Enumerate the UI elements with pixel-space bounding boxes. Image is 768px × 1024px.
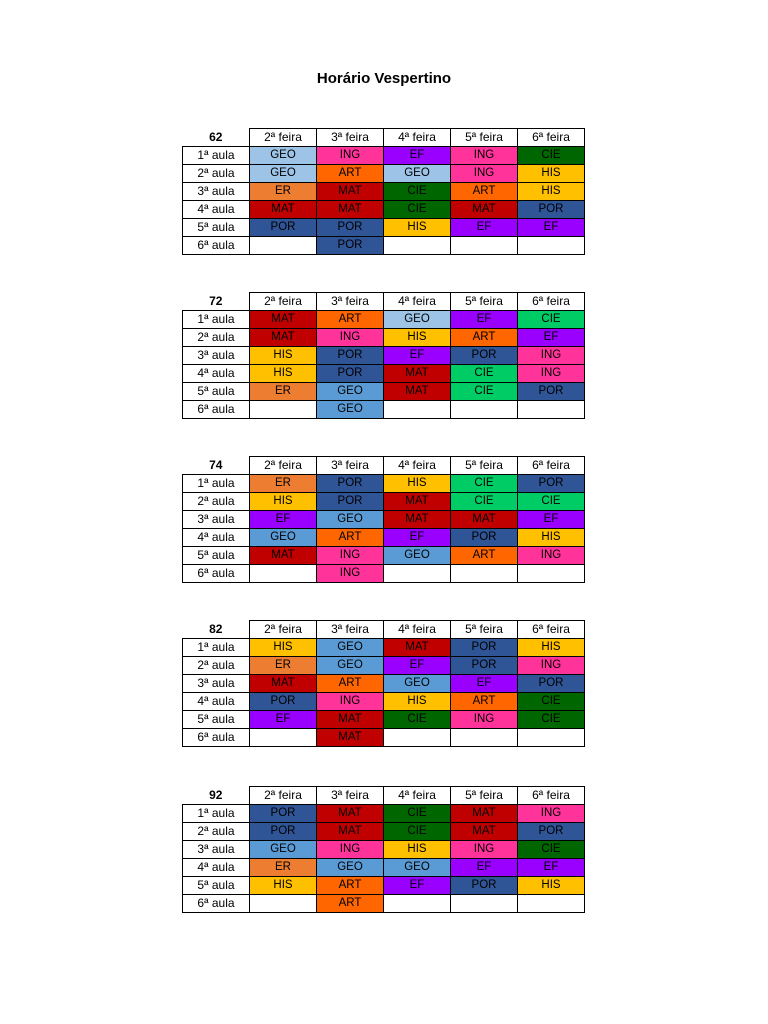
period-label: 4ª aula	[183, 201, 250, 219]
table-row	[183, 511, 585, 529]
period-label: 1ª aula	[183, 805, 250, 823]
subject-cell: ING	[317, 565, 384, 583]
page-title: Horário Vespertino	[316, 70, 452, 87]
subject-cell: ART	[317, 311, 384, 329]
day-header: 3ª feira	[317, 293, 384, 311]
subject-cell: POR	[451, 347, 518, 365]
day-header: 2ª feira	[250, 129, 317, 147]
subject-cell: CIE	[451, 475, 518, 493]
day-header: 4ª feira	[384, 621, 451, 639]
subject-cell: POR	[451, 529, 518, 547]
empty-cell	[384, 729, 451, 747]
day-header: 4ª feira	[384, 293, 451, 311]
day-header: 3ª feira	[317, 129, 384, 147]
day-header: 2ª feira	[250, 457, 317, 475]
subject-cell: ING	[518, 547, 585, 565]
table-row	[183, 639, 585, 657]
day-header: 3ª feira	[317, 787, 384, 805]
subject-cell: CIE	[518, 311, 585, 329]
subject-cell: POR	[317, 347, 384, 365]
table-row	[183, 365, 585, 383]
table-row	[183, 237, 585, 255]
period-label: 2ª aula	[183, 329, 250, 347]
header-row	[183, 129, 585, 147]
subject-cell: ART	[317, 165, 384, 183]
schedule-grid	[182, 620, 585, 747]
day-header: 4ª feira	[384, 457, 451, 475]
subject-cell: HIS	[518, 529, 585, 547]
empty-cell	[250, 895, 317, 913]
period-label: 4ª aula	[183, 859, 250, 877]
class-id-label: 92	[209, 787, 223, 802]
schedule-table-74	[182, 456, 585, 586]
table-row	[183, 895, 585, 913]
subject-cell: POR	[317, 475, 384, 493]
table-row	[183, 729, 585, 747]
subject-cell: POR	[451, 877, 518, 895]
day-header: 5ª feira	[451, 787, 518, 805]
period-label: 1ª aula	[183, 311, 250, 329]
schedule-table-82	[182, 620, 585, 750]
subject-cell: GEO	[384, 547, 451, 565]
subject-cell: HIS	[518, 183, 585, 201]
empty-cell	[384, 237, 451, 255]
subject-cell: ART	[317, 877, 384, 895]
subject-cell: ART	[451, 329, 518, 347]
subject-cell: POR	[317, 219, 384, 237]
subject-cell: HIS	[384, 693, 451, 711]
subject-cell: HIS	[250, 639, 317, 657]
subject-cell: MAT	[317, 823, 384, 841]
subject-cell: GEO	[317, 401, 384, 419]
subject-cell: ER	[250, 383, 317, 401]
day-header: 5ª feira	[451, 129, 518, 147]
subject-cell: EF	[451, 219, 518, 237]
subject-cell: MAT	[317, 805, 384, 823]
empty-cell	[518, 237, 585, 255]
subject-cell: EF	[518, 511, 585, 529]
period-label: 3ª aula	[183, 347, 250, 365]
subject-cell: EF	[384, 657, 451, 675]
empty-cell	[250, 237, 317, 255]
subject-cell: MAT	[384, 383, 451, 401]
table-row	[183, 841, 585, 859]
empty-cell	[518, 895, 585, 913]
subject-cell: ING	[518, 347, 585, 365]
period-label: 2ª aula	[183, 493, 250, 511]
subject-cell: GEO	[317, 511, 384, 529]
table-row	[183, 201, 585, 219]
subject-cell: MAT	[384, 493, 451, 511]
subject-cell: EF	[250, 711, 317, 729]
subject-cell: HIS	[250, 493, 317, 511]
subject-cell: ER	[250, 183, 317, 201]
empty-cell	[451, 237, 518, 255]
day-header: 3ª feira	[317, 457, 384, 475]
period-label: 1ª aula	[183, 147, 250, 165]
subject-cell: CIE	[451, 383, 518, 401]
table-row	[183, 475, 585, 493]
table-row	[183, 401, 585, 419]
table-row	[183, 347, 585, 365]
subject-cell: MAT	[317, 729, 384, 747]
table-row	[183, 877, 585, 895]
period-label: 4ª aula	[183, 365, 250, 383]
table-row	[183, 219, 585, 237]
subject-cell: GEO	[250, 147, 317, 165]
subject-cell: EF	[451, 311, 518, 329]
subject-cell: EF	[451, 859, 518, 877]
empty-cell	[451, 401, 518, 419]
table-row	[183, 859, 585, 877]
subject-cell: MAT	[317, 201, 384, 219]
subject-cell: POR	[518, 383, 585, 401]
subject-cell: POR	[518, 201, 585, 219]
subject-cell: EF	[384, 877, 451, 895]
subject-cell: POR	[451, 657, 518, 675]
empty-cell	[451, 729, 518, 747]
period-label: 6ª aula	[183, 401, 250, 419]
subject-cell: CIE	[518, 693, 585, 711]
subject-cell: EF	[384, 147, 451, 165]
period-label: 5ª aula	[183, 547, 250, 565]
empty-cell	[250, 729, 317, 747]
period-label: 6ª aula	[183, 237, 250, 255]
day-header: 6ª feira	[518, 457, 585, 475]
class-id-label: 82	[209, 621, 223, 636]
empty-cell	[250, 401, 317, 419]
subject-cell: CIE	[451, 493, 518, 511]
table-row	[183, 329, 585, 347]
day-header: 6ª feira	[518, 787, 585, 805]
subject-cell: MAT	[317, 183, 384, 201]
subject-cell: CIE	[518, 147, 585, 165]
subject-cell: POR	[451, 639, 518, 657]
period-label: 3ª aula	[183, 675, 250, 693]
subject-cell: MAT	[250, 329, 317, 347]
subject-cell: GEO	[250, 165, 317, 183]
subject-cell: ING	[451, 841, 518, 859]
period-label: 3ª aula	[183, 183, 250, 201]
subject-cell: MAT	[451, 823, 518, 841]
empty-cell	[518, 401, 585, 419]
subject-cell: GEO	[317, 639, 384, 657]
period-label: 3ª aula	[183, 511, 250, 529]
subject-cell: CIE	[384, 201, 451, 219]
class-id-label: 62	[209, 129, 223, 144]
period-label: 6ª aula	[183, 565, 250, 583]
subject-cell: HIS	[384, 841, 451, 859]
subject-cell: ING	[451, 165, 518, 183]
subject-cell: MAT	[250, 547, 317, 565]
subject-cell: EF	[384, 529, 451, 547]
subject-cell: HIS	[384, 329, 451, 347]
table-row	[183, 711, 585, 729]
empty-cell	[518, 729, 585, 747]
period-label: 2ª aula	[183, 165, 250, 183]
subject-cell: HIS	[384, 475, 451, 493]
subject-cell: MAT	[250, 311, 317, 329]
table-row	[183, 183, 585, 201]
subject-cell: POR	[317, 365, 384, 383]
subject-cell: ART	[317, 675, 384, 693]
subject-cell: HIS	[384, 219, 451, 237]
subject-cell: CIE	[384, 711, 451, 729]
subject-cell: ER	[250, 859, 317, 877]
subject-cell: EF	[451, 675, 518, 693]
class-id-label: 72	[209, 293, 223, 308]
table-row	[183, 693, 585, 711]
table-row	[183, 147, 585, 165]
subject-cell: POR	[518, 823, 585, 841]
subject-cell: ART	[451, 183, 518, 201]
header-row	[183, 621, 585, 639]
table-row	[183, 657, 585, 675]
subject-cell: POR	[250, 823, 317, 841]
schedule-table-92	[182, 786, 585, 916]
table-row	[183, 311, 585, 329]
empty-cell	[384, 401, 451, 419]
table-row	[183, 565, 585, 583]
subject-cell: GEO	[384, 311, 451, 329]
subject-cell: MAT	[317, 711, 384, 729]
subject-cell: GEO	[317, 657, 384, 675]
period-label: 5ª aula	[183, 877, 250, 895]
table-row	[183, 529, 585, 547]
subject-cell: EF	[518, 219, 585, 237]
subject-cell: GEO	[384, 165, 451, 183]
subject-cell: ING	[518, 657, 585, 675]
schedule-grid	[182, 786, 585, 913]
schedule-grid	[182, 292, 585, 419]
period-label: 4ª aula	[183, 693, 250, 711]
period-label: 6ª aula	[183, 729, 250, 747]
subject-cell: CIE	[518, 493, 585, 511]
period-label: 3ª aula	[183, 841, 250, 859]
subject-cell: POR	[518, 475, 585, 493]
subject-cell: GEO	[317, 383, 384, 401]
table-row	[183, 823, 585, 841]
schedule-table-72	[182, 292, 585, 422]
subject-cell: ING	[317, 547, 384, 565]
table-row	[183, 493, 585, 511]
period-label: 2ª aula	[183, 657, 250, 675]
subject-cell: CIE	[384, 805, 451, 823]
subject-cell: ING	[317, 841, 384, 859]
table-row	[183, 383, 585, 401]
day-header: 3ª feira	[317, 621, 384, 639]
subject-cell: MAT	[451, 511, 518, 529]
day-header: 5ª feira	[451, 621, 518, 639]
class-id-label: 74	[209, 457, 223, 472]
day-header: 4ª feira	[384, 129, 451, 147]
table-row	[183, 805, 585, 823]
subject-cell: CIE	[384, 183, 451, 201]
subject-cell: HIS	[250, 877, 317, 895]
subject-cell: ER	[250, 475, 317, 493]
period-label: 1ª aula	[183, 639, 250, 657]
subject-cell: GEO	[384, 859, 451, 877]
subject-cell: MAT	[451, 201, 518, 219]
subject-cell: EF	[384, 347, 451, 365]
subject-cell: ART	[451, 693, 518, 711]
subject-cell: HIS	[250, 347, 317, 365]
subject-cell: CIE	[451, 365, 518, 383]
day-header: 6ª feira	[518, 621, 585, 639]
subject-cell: ING	[317, 147, 384, 165]
schedule-grid	[182, 456, 585, 583]
subject-cell: GEO	[250, 529, 317, 547]
subject-cell: CIE	[518, 711, 585, 729]
table-row	[183, 675, 585, 693]
day-header: 2ª feira	[250, 621, 317, 639]
subject-cell: ART	[451, 547, 518, 565]
subject-cell: MAT	[250, 201, 317, 219]
header-row	[183, 457, 585, 475]
subject-cell: ER	[250, 657, 317, 675]
subject-cell: MAT	[451, 805, 518, 823]
subject-cell: MAT	[384, 639, 451, 657]
period-label: 6ª aula	[183, 895, 250, 913]
subject-cell: HIS	[250, 365, 317, 383]
period-label: 5ª aula	[183, 383, 250, 401]
subject-cell: ING	[451, 147, 518, 165]
empty-cell	[384, 895, 451, 913]
subject-cell: CIE	[518, 841, 585, 859]
subject-cell: POR	[317, 493, 384, 511]
subject-cell: EF	[518, 329, 585, 347]
subject-cell: HIS	[518, 877, 585, 895]
table-row	[183, 547, 585, 565]
subject-cell: ING	[518, 365, 585, 383]
subject-cell: HIS	[518, 165, 585, 183]
schedule-grid	[182, 128, 585, 255]
empty-cell	[518, 565, 585, 583]
schedule-table-62	[182, 128, 585, 258]
day-header: 2ª feira	[250, 787, 317, 805]
period-label: 1ª aula	[183, 475, 250, 493]
subject-cell: ING	[451, 711, 518, 729]
subject-cell: POR	[250, 693, 317, 711]
subject-cell: CIE	[384, 823, 451, 841]
subject-cell: GEO	[250, 841, 317, 859]
day-header: 6ª feira	[518, 293, 585, 311]
day-header: 6ª feira	[518, 129, 585, 147]
subject-cell: EF	[518, 859, 585, 877]
empty-cell	[250, 565, 317, 583]
period-label: 2ª aula	[183, 823, 250, 841]
day-header: 5ª feira	[451, 457, 518, 475]
empty-cell	[384, 565, 451, 583]
subject-cell: POR	[518, 675, 585, 693]
subject-cell: GEO	[317, 859, 384, 877]
subject-cell: MAT	[384, 365, 451, 383]
day-header: 5ª feira	[451, 293, 518, 311]
subject-cell: POR	[250, 219, 317, 237]
day-header: 2ª feira	[250, 293, 317, 311]
period-label: 5ª aula	[183, 711, 250, 729]
subject-cell: EF	[250, 511, 317, 529]
subject-cell: HIS	[518, 639, 585, 657]
subject-cell: MAT	[250, 675, 317, 693]
empty-cell	[451, 895, 518, 913]
subject-cell: ING	[317, 693, 384, 711]
period-label: 4ª aula	[183, 529, 250, 547]
subject-cell: MAT	[384, 511, 451, 529]
period-label: 5ª aula	[183, 219, 250, 237]
empty-cell	[451, 565, 518, 583]
subject-cell: POR	[317, 237, 384, 255]
subject-cell: ING	[317, 329, 384, 347]
table-row	[183, 165, 585, 183]
subject-cell: POR	[250, 805, 317, 823]
subject-cell: GEO	[384, 675, 451, 693]
subject-cell: ING	[518, 805, 585, 823]
header-row	[183, 293, 585, 311]
subject-cell: ART	[317, 895, 384, 913]
header-row	[183, 787, 585, 805]
subject-cell: ART	[317, 529, 384, 547]
day-header: 4ª feira	[384, 787, 451, 805]
